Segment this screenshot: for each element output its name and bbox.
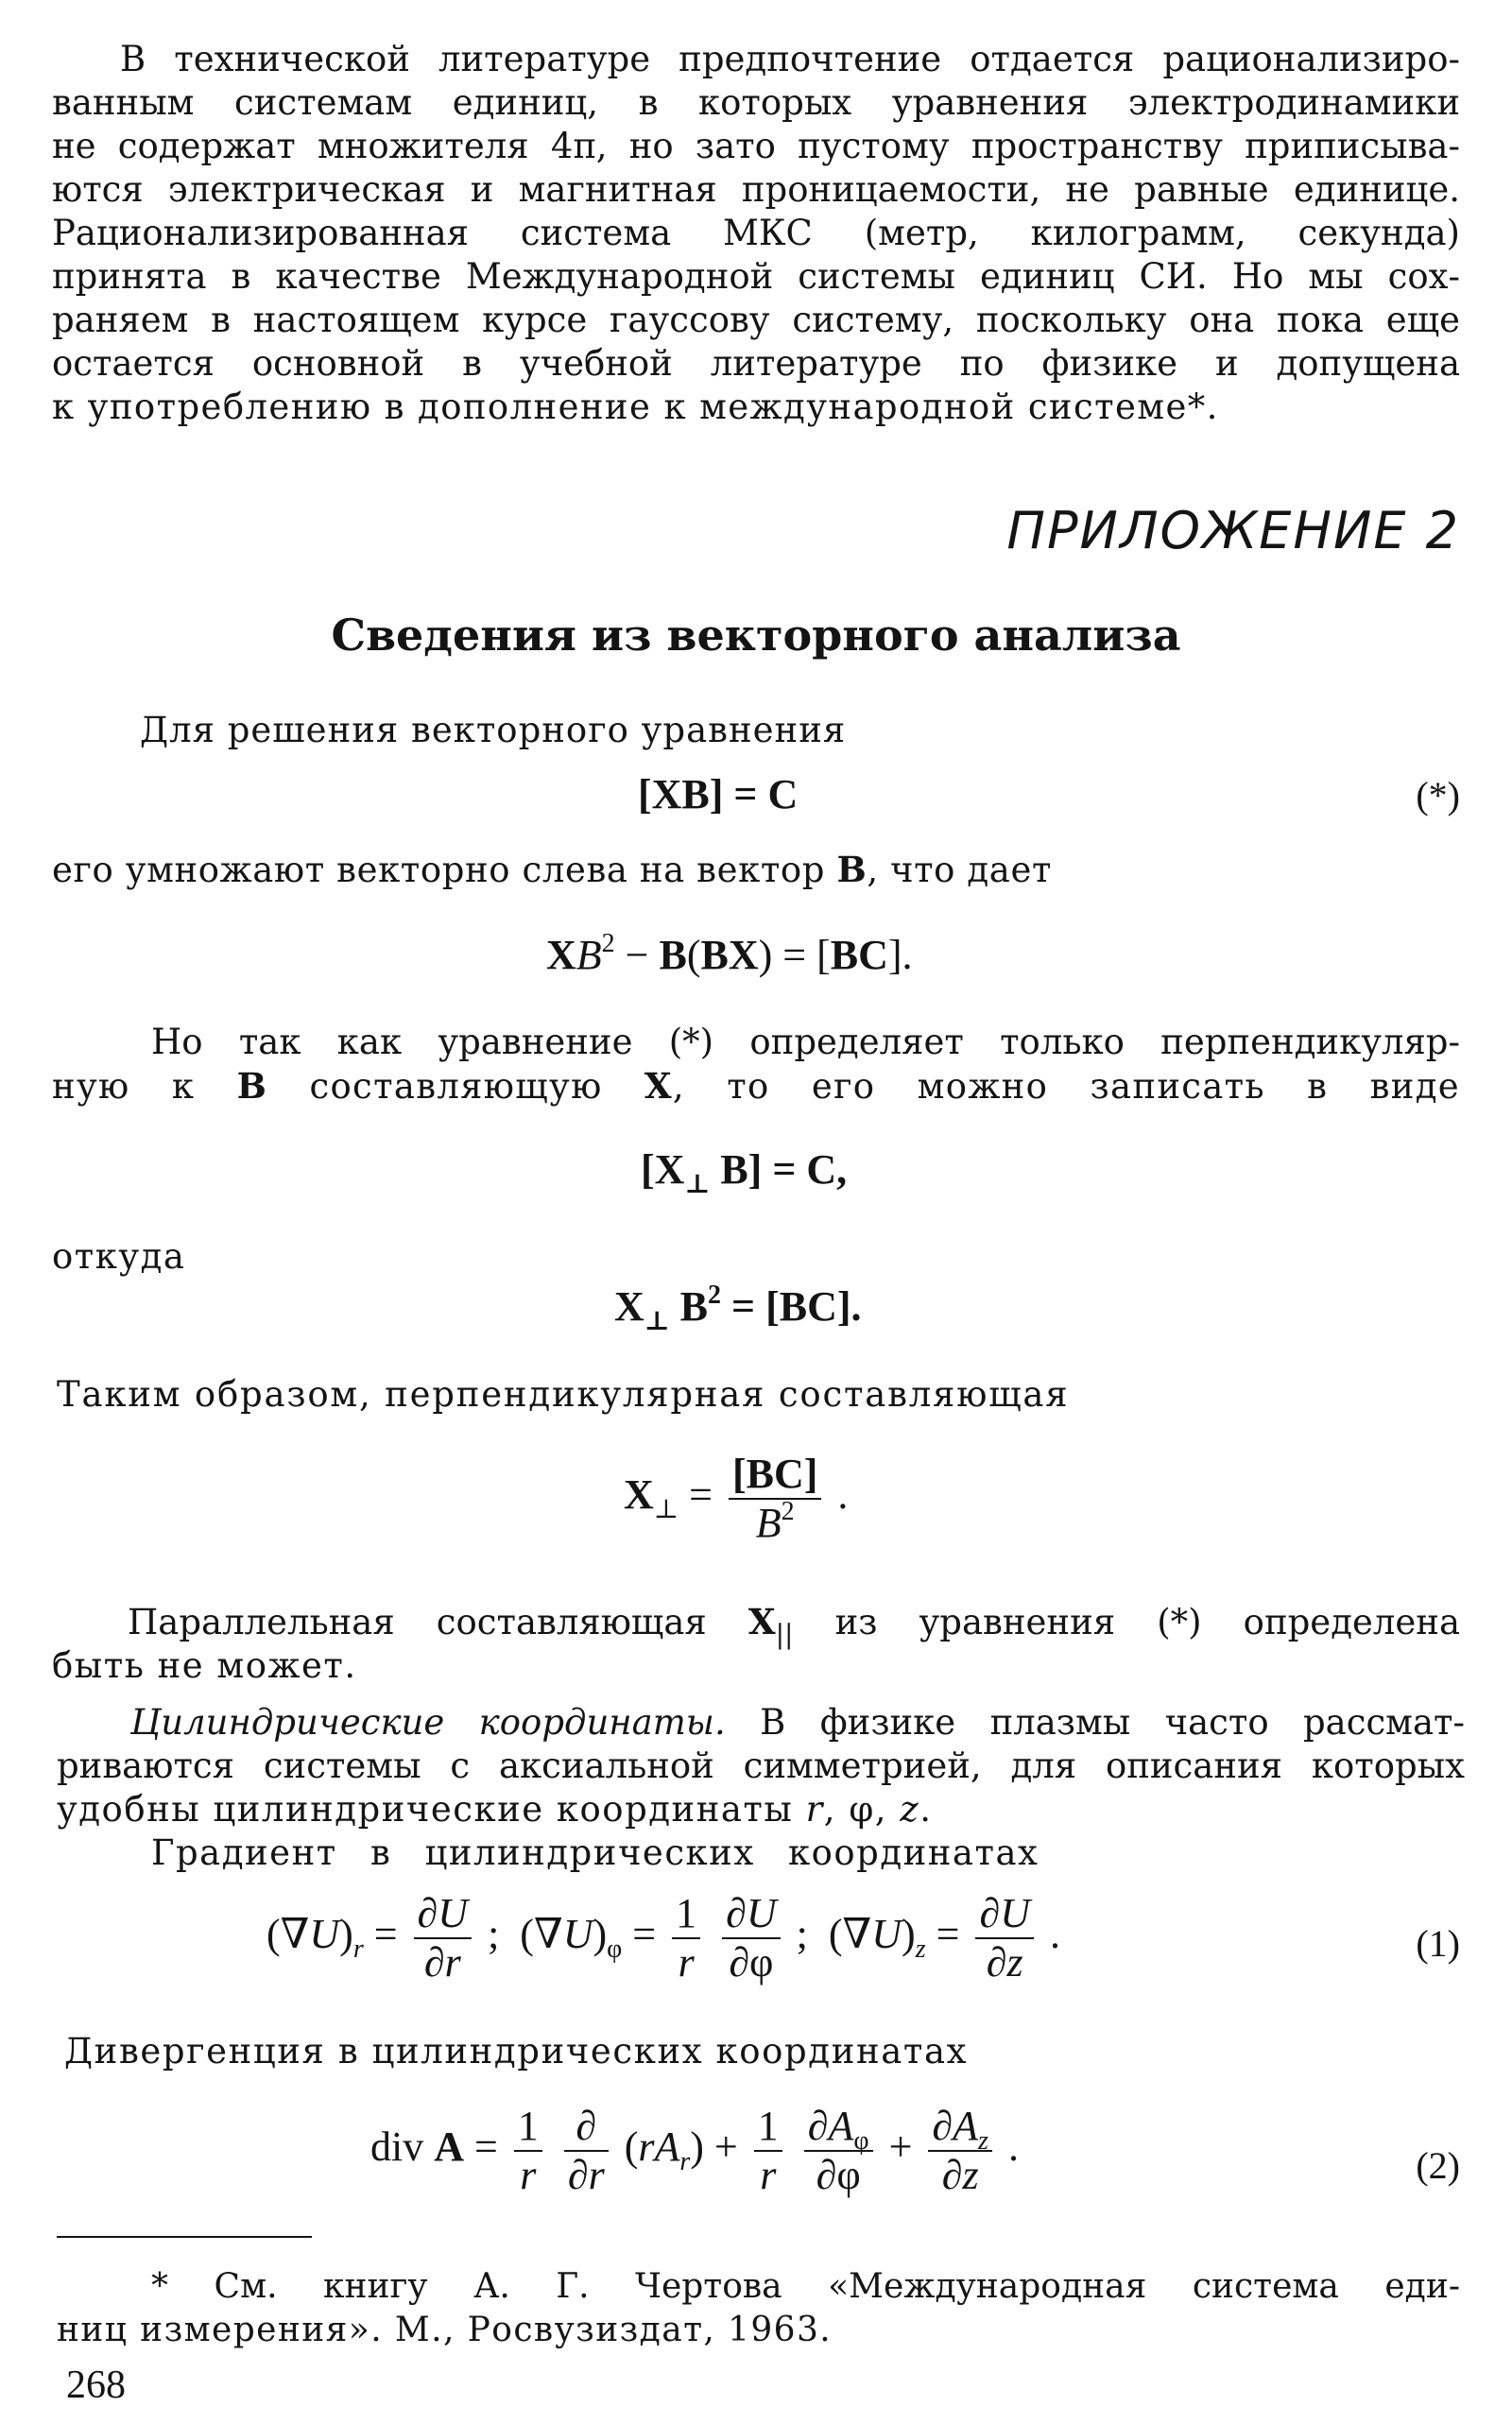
equation-2-number: (2) [1416, 2144, 1460, 2187]
equation-multiply: $XB^2 - B(BX) = [BC]$. [546, 929, 913, 978]
cyl-lead: Цилиндрические координаты. [130, 1702, 726, 1743]
equation-perp-2: $X_\perp$ $B^2 = [BC]$. [614, 1281, 862, 1336]
cyl-line-2: риваются системы с аксиальной симметрией, для описания которых [57, 1745, 1465, 1786]
intro-line: В технической литературе предпочтение отдается рационализиро- [120, 39, 1460, 79]
equation-2-divergence: div A = $\frac{1}{r}$ $\frac{\partial}{\partial r}$ $(rA_r)$ + $\frac{1}{r}$ $\frac{\partial A_\varphi}{\partial\varphi}$ + $\frac{\partial A_z}{\partial z}$ . [370, 2103, 1019, 2198]
grad-lead: Градиент в цилиндрических координатах [151, 1832, 1040, 1873]
intro-line: принята в качестве Международной системы единиц СИ. Но мы сох- [52, 256, 1460, 297]
result-fraction: $\frac{[BC]}{B^2}$ [729, 1451, 821, 1547]
intro-line: остается основной в учебной литературе по физике и допущена [52, 343, 1460, 384]
cyl-line-1: Цилиндрические координаты. В физике плазмы часто рассмат- [130, 1702, 1465, 1743]
appendix-label: ПРИЛОЖЕНИЕ 2 [1006, 501, 1460, 560]
intro-line: Рационализированная система МКС (метр, килограмм, секунда) [52, 213, 1460, 253]
perp-line-2: ную к B составляющую X, то его можно записать в виде [52, 1065, 1460, 1107]
parallel-paragraph [52, 1600, 1460, 1688]
intro-paragraph [52, 38, 1460, 429]
multiply-text: его умножают векторно слева на вектор B, что дает [52, 849, 1053, 890]
cyl-paragraph [57, 1701, 1465, 1875]
equation-1-gradient: $(\nabla U)_r$ = $\frac{\partial U}{\partial r}$ ; $(\nabla U)_\varphi$ = $\frac{1}{r}$ $\frac{\partial U}{\partial\varphi}$ ; $(\nabla U)_z$ = $\frac{\partial U}{\partial z}$ . [266, 1890, 1060, 1986]
intro-line: не содержат множителя 4π, но зато пустому пространству приписыва- [52, 126, 1460, 166]
section-title: Сведения из векторного анализа [331, 610, 1181, 661]
footnote-line-1: * См. книгу А. Г. Чертова «Международная система еди- [151, 2267, 1460, 2306]
intro-line: ванным системам единиц, в которых уравнения электродинамики [52, 82, 1460, 123]
intro-line: ются электрическая и магнитная проницаемости, не равные единице. [52, 169, 1460, 210]
parallel-line-2: быть не может. [52, 1645, 357, 1686]
perp-line-1: Но так как уравнение (*) определяет только перпендикуляр- [151, 1022, 1460, 1062]
intro-line: раняем в настоящем курсе гауссову систему, поскольку она пока еще [52, 300, 1460, 340]
vector-lead: Для решения векторного уравнения [140, 710, 847, 750]
div-lead: Дивергенция в цилиндрических координатах [64, 2031, 969, 2072]
footnote-rule [57, 2236, 312, 2238]
thus-text: Таким образом, перпендикулярная составляющая [57, 1374, 1070, 1415]
page-number: 268 [66, 2364, 126, 2407]
equation-1-number: (1) [1416, 1922, 1460, 1965]
equation-star-number: (*) [1416, 774, 1460, 817]
whence-text: откуда [52, 1236, 186, 1277]
intro-line: к употреблению в дополнение к международной системе*. [52, 387, 1219, 427]
equation-perp: [$X_\perp$ B] = C, [641, 1146, 848, 1199]
footnote-line-2: ниц измерения». М., Росвузиздат, 1963. [57, 2311, 833, 2349]
parallel-line-1: Параллельная составляющая $X_{||}$ из уравнения (*) определена [128, 1601, 1460, 1650]
footnote [57, 2265, 1460, 2352]
equation-result: $X_\perp$ = $\frac{[BC]}{B^2}$ . [624, 1451, 849, 1546]
perp-paragraph [52, 1021, 1460, 1109]
equation-star: [XB] = C [638, 771, 799, 817]
cyl-line-3: удобны цилиндрические координаты r, φ, z. [57, 1789, 933, 1830]
